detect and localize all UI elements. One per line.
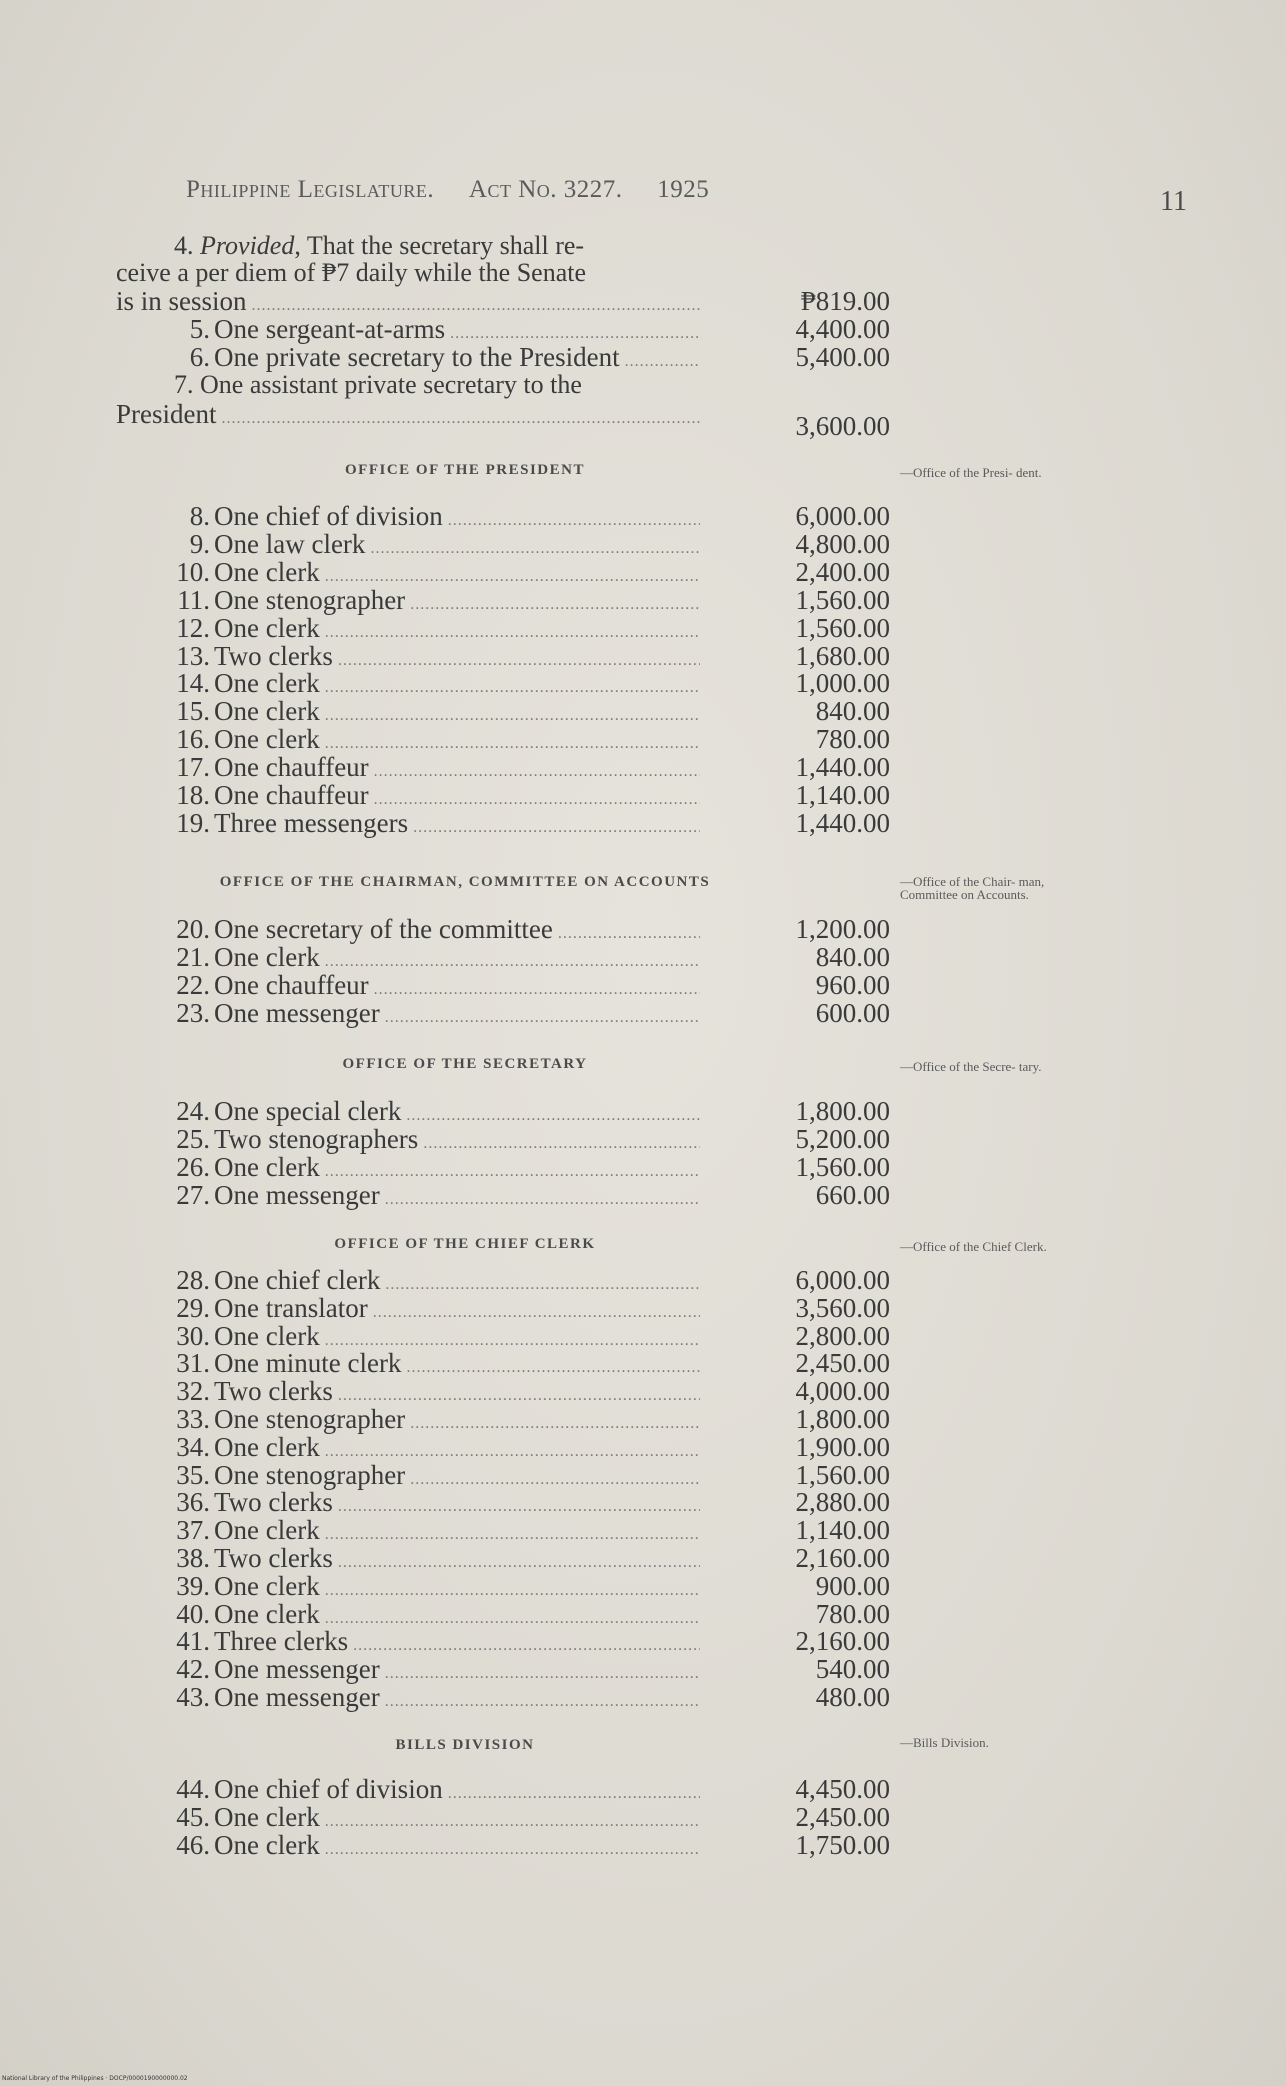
line-item xyxy=(0,1572,900,1600)
line-item-number: 33. xyxy=(176,1404,210,1434)
line-item-number: 27. xyxy=(176,1180,210,1210)
line-item-desc: Three clerks ..... xyxy=(214,1627,700,1660)
section-heading: BILLS DIVISION xyxy=(395,1737,535,1753)
line-item-amount: 780.00 xyxy=(815,1599,890,1629)
line-item xyxy=(0,400,900,441)
line-item-amount: 4,800.00 xyxy=(795,529,890,559)
line-item-amount: 4,000.00 xyxy=(795,1376,890,1406)
line-item-amount: 2,400.00 xyxy=(795,557,890,587)
line-item-desc: One clerk ..... xyxy=(214,725,700,758)
line-item-amount: 1,140.00 xyxy=(795,1515,890,1545)
line-item-amount: 1,560.00 xyxy=(795,585,890,615)
line-item xyxy=(0,809,900,837)
line-item-desc: One clerk ..... xyxy=(214,1600,700,1633)
line-item-desc: One clerk ..... xyxy=(214,1803,700,1836)
line-item xyxy=(0,1377,900,1405)
line-item-number: 35. xyxy=(176,1460,210,1490)
line-item xyxy=(0,1349,900,1377)
line-item xyxy=(0,1627,900,1655)
line-item xyxy=(0,1803,900,1831)
line-item-number: 14. xyxy=(176,668,210,698)
line-item xyxy=(0,1461,900,1489)
line-item-desc: One clerk ..... xyxy=(214,943,700,976)
line-item-number: 30. xyxy=(176,1321,210,1351)
line-item xyxy=(0,614,900,642)
scan-footer: National Library of the Philippines · DOCP/0000190000000.02 xyxy=(2,2075,188,2082)
line-item-number: 21. xyxy=(176,942,210,972)
line-item-amount: 480.00 xyxy=(815,1682,890,1712)
line-item-amount: 600.00 xyxy=(815,998,890,1028)
line-item-number: 23. xyxy=(176,998,210,1028)
line-item xyxy=(0,999,900,1027)
line-item-number: 44. xyxy=(176,1774,210,1804)
line-item-number: 38. xyxy=(176,1543,210,1573)
line-item-desc: One chief of division ..... xyxy=(214,1775,700,1808)
line-item xyxy=(0,502,900,530)
line-item-number: 9. xyxy=(189,529,210,559)
line-item-amount: 1,440.00 xyxy=(795,808,890,838)
line-item-number: 45. xyxy=(176,1802,210,1832)
line-item-amount: 2,160.00 xyxy=(795,1626,890,1656)
line-item-desc: One messenger ..... xyxy=(214,1181,700,1214)
line-item xyxy=(0,1153,900,1181)
line-item xyxy=(0,943,900,971)
section-heading: OFFICE OF THE CHIEF CLERK xyxy=(334,1236,596,1252)
line-item-number: 25. xyxy=(176,1124,210,1154)
line-item-desc: One stenographer ..... xyxy=(214,1461,700,1494)
line-item-amount: 1,750.00 xyxy=(795,1830,890,1860)
line-item-desc: Two stenographers ..... xyxy=(214,1125,700,1158)
line-item-number: 34. xyxy=(176,1432,210,1462)
line-item-amount: 3,560.00 xyxy=(795,1293,890,1323)
line-item-amount: 6,000.00 xyxy=(795,1265,890,1295)
running-head-title: Philippine Legislature. xyxy=(186,176,435,203)
page-number: 11 xyxy=(1160,186,1187,217)
line-item xyxy=(0,1488,900,1516)
line-item-number: 15. xyxy=(176,696,210,726)
running-head xyxy=(186,176,737,204)
line-item-amount: 540.00 xyxy=(815,1654,890,1684)
line-item xyxy=(0,753,900,781)
line-item-desc: One chauffeur ..... xyxy=(214,971,700,1004)
line-item-desc: One clerk ..... xyxy=(214,1572,700,1605)
line-item-amount: 1,200.00 xyxy=(795,914,890,944)
line-item xyxy=(0,697,900,725)
line-item xyxy=(0,1433,900,1461)
line-item xyxy=(0,1266,900,1294)
running-head-year: 1925 xyxy=(657,176,710,203)
line-item xyxy=(0,971,900,999)
line-item-amount: 960.00 xyxy=(815,970,890,1000)
section-heading: OFFICE OF THE PRESIDENT xyxy=(345,462,585,478)
line-item xyxy=(0,781,900,809)
line-item-amount: 1,800.00 xyxy=(795,1404,890,1434)
line-item-amount: 1,560.00 xyxy=(795,1152,890,1182)
line-item-number: 19. xyxy=(176,808,210,838)
line-item xyxy=(0,1181,900,1209)
line-item-number: 42. xyxy=(176,1654,210,1684)
line-item-number: 28. xyxy=(176,1265,210,1295)
line-item-desc: One translator ..... xyxy=(214,1294,700,1327)
provision-line-1: 4. Provided, That the secretary shall re- xyxy=(174,231,585,260)
line-item-number: 13. xyxy=(176,641,210,671)
line-item-desc: One minute clerk ..... xyxy=(214,1349,700,1382)
line-item-number: 40. xyxy=(176,1599,210,1629)
line-item xyxy=(0,287,900,315)
line-item-desc: is in session ..... xyxy=(116,287,700,320)
line-item-amount: 3,600.00 xyxy=(795,411,890,441)
margin-note: —Office of the Secre- tary. xyxy=(900,1059,1042,1074)
line-item-amount: 1,900.00 xyxy=(795,1432,890,1462)
line-item xyxy=(0,1125,900,1153)
margin-note: —Office of the Chief Clerk. xyxy=(900,1239,1047,1254)
line-item-number: 22. xyxy=(176,970,210,1000)
line-item xyxy=(0,1775,900,1803)
line-item xyxy=(0,1294,900,1322)
line-item-desc: One clerk ..... xyxy=(214,1153,700,1186)
line-item-number: 17. xyxy=(176,752,210,782)
line-item-number: 24. xyxy=(176,1096,210,1126)
line-item xyxy=(0,915,900,943)
provision-paragraph xyxy=(116,232,700,286)
margin-note: —Office of the Presi- dent. xyxy=(900,465,1042,480)
line-item-number: 20. xyxy=(176,914,210,944)
line-item-amount: 1,560.00 xyxy=(795,1460,890,1490)
line-item xyxy=(0,1516,900,1544)
line-item-desc: One clerk ..... xyxy=(214,669,700,702)
line-item-amount: 2,450.00 xyxy=(795,1802,890,1832)
line-item-desc: President ..... xyxy=(116,400,700,433)
line-item xyxy=(0,1544,900,1572)
line-item-amount: 840.00 xyxy=(815,942,890,972)
line-item-amount: 4,450.00 xyxy=(795,1774,890,1804)
line-item xyxy=(0,1322,900,1350)
line-item xyxy=(0,1655,900,1683)
line-item xyxy=(0,725,900,753)
line-item-amount: 5,400.00 xyxy=(795,342,890,372)
line-item-desc: One stenographer ..... xyxy=(214,586,700,619)
line-item-amount: 1,560.00 xyxy=(795,613,890,643)
line-item-amount: 780.00 xyxy=(815,724,890,754)
line-item-desc: One sergeant-at-arms ..... xyxy=(214,315,700,348)
line-item-amount: 1,000.00 xyxy=(795,668,890,698)
line-item-amount: 900.00 xyxy=(815,1571,890,1601)
line-item-number: 29. xyxy=(176,1293,210,1323)
line-item-amount: 660.00 xyxy=(815,1180,890,1210)
line-item-amount: 1,800.00 xyxy=(795,1096,890,1126)
line-item-desc: One secretary of the committee ..... xyxy=(214,915,700,948)
line-item-desc: Two clerks ..... xyxy=(214,1377,700,1410)
line-item-number: 6. xyxy=(189,342,210,372)
line-item-number: 18. xyxy=(176,780,210,810)
line-item-number: 12. xyxy=(176,613,210,643)
line-item-desc: Two clerks ..... xyxy=(214,1488,700,1521)
line-item-number: 36. xyxy=(176,1487,210,1517)
line-item-number: 37. xyxy=(176,1515,210,1545)
line-item-number: 32. xyxy=(176,1376,210,1406)
line-item xyxy=(0,642,900,670)
line-item-desc: One private secretary to the President ..... xyxy=(214,343,700,376)
line-item-desc: One special clerk ..... xyxy=(214,1097,700,1130)
line-item-amount: 4,400.00 xyxy=(795,314,890,344)
margin-note: —Bills Division. xyxy=(900,1735,989,1750)
line-item xyxy=(0,530,900,558)
section-heading: OFFICE OF THE SECRETARY xyxy=(342,1056,588,1072)
line-item-number: 5. xyxy=(189,314,210,344)
line-item-desc: One clerk ..... xyxy=(214,1322,700,1355)
line-item-desc: One chief of division ..... xyxy=(214,502,700,535)
line-item-desc: One clerk ..... xyxy=(214,697,700,730)
line-item xyxy=(0,1600,900,1628)
line-item-number: 41. xyxy=(176,1626,210,1656)
line-item-number: 8. xyxy=(189,501,210,531)
line-item xyxy=(0,1405,900,1433)
line-item-desc: One chauffeur ..... xyxy=(214,781,700,814)
line-item-desc: Two clerks ..... xyxy=(214,642,700,675)
line-item xyxy=(0,315,900,343)
line-item-desc: One clerk ..... xyxy=(214,558,700,591)
line-item-desc: One clerk ..... xyxy=(214,614,700,647)
line-item-desc: One chauffeur ..... xyxy=(214,753,700,786)
line-item-number: 43. xyxy=(176,1682,210,1712)
line-item-amount: 2,160.00 xyxy=(795,1543,890,1573)
line-item-amount: 6,000.00 xyxy=(795,501,890,531)
line-item-number: 46. xyxy=(176,1830,210,1860)
line-item-desc: One law clerk ..... xyxy=(214,530,700,563)
line-item-desc: Two clerks ..... xyxy=(214,1544,700,1577)
line-item-amount: 2,880.00 xyxy=(795,1487,890,1517)
line-item-amount: 840.00 xyxy=(815,696,890,726)
line-item-number: 39. xyxy=(176,1571,210,1601)
line-item-desc: One messenger ..... xyxy=(214,999,700,1032)
line-item-desc: One messenger ..... xyxy=(214,1683,700,1716)
item-7-line-1: 7. One assistant private secretary to the xyxy=(174,370,582,399)
line-item-desc: One clerk ..... xyxy=(214,1433,700,1466)
line-item-number: 26. xyxy=(176,1152,210,1182)
margin-note: —Office of the Chair- man, Committee on Accounts. xyxy=(900,874,1045,902)
line-item xyxy=(0,669,900,697)
line-item-number: 10. xyxy=(176,557,210,587)
line-item xyxy=(0,1097,900,1125)
line-item-desc: Three messengers ..... xyxy=(214,809,700,842)
line-item-number: 11. xyxy=(177,585,210,615)
line-item-desc: One clerk ..... xyxy=(214,1831,700,1864)
line-item-desc: One chief clerk ..... xyxy=(214,1266,700,1299)
line-item xyxy=(0,558,900,586)
section-heading: OFFICE OF THE CHAIRMAN, COMMITTEE ON ACCOUNTS xyxy=(219,874,711,890)
line-item xyxy=(0,1683,900,1711)
line-item-amount: 2,800.00 xyxy=(795,1321,890,1351)
line-item-amount: 1,440.00 xyxy=(795,752,890,782)
provision-line-2: ceive a per diem of ₱7 daily while the Senate xyxy=(116,258,587,287)
line-item-amount: 1,140.00 xyxy=(795,780,890,810)
line-item-amount: 2,450.00 xyxy=(795,1348,890,1378)
line-item-desc: One stenographer ..... xyxy=(214,1405,700,1438)
line-item xyxy=(0,586,900,614)
line-item-number: 16. xyxy=(176,724,210,754)
line-item-desc: One messenger ..... xyxy=(214,1655,700,1688)
line-item-amount: 5,200.00 xyxy=(795,1124,890,1154)
running-head-act: Act No. 3227. xyxy=(468,176,623,203)
line-item-amount: ₱819.00 xyxy=(800,286,890,316)
line-item-amount: 1,680.00 xyxy=(795,641,890,671)
line-item xyxy=(0,343,900,371)
line-item xyxy=(0,1831,900,1859)
line-item-number: 31. xyxy=(176,1348,210,1378)
line-item-desc: One clerk ..... xyxy=(214,1516,700,1549)
